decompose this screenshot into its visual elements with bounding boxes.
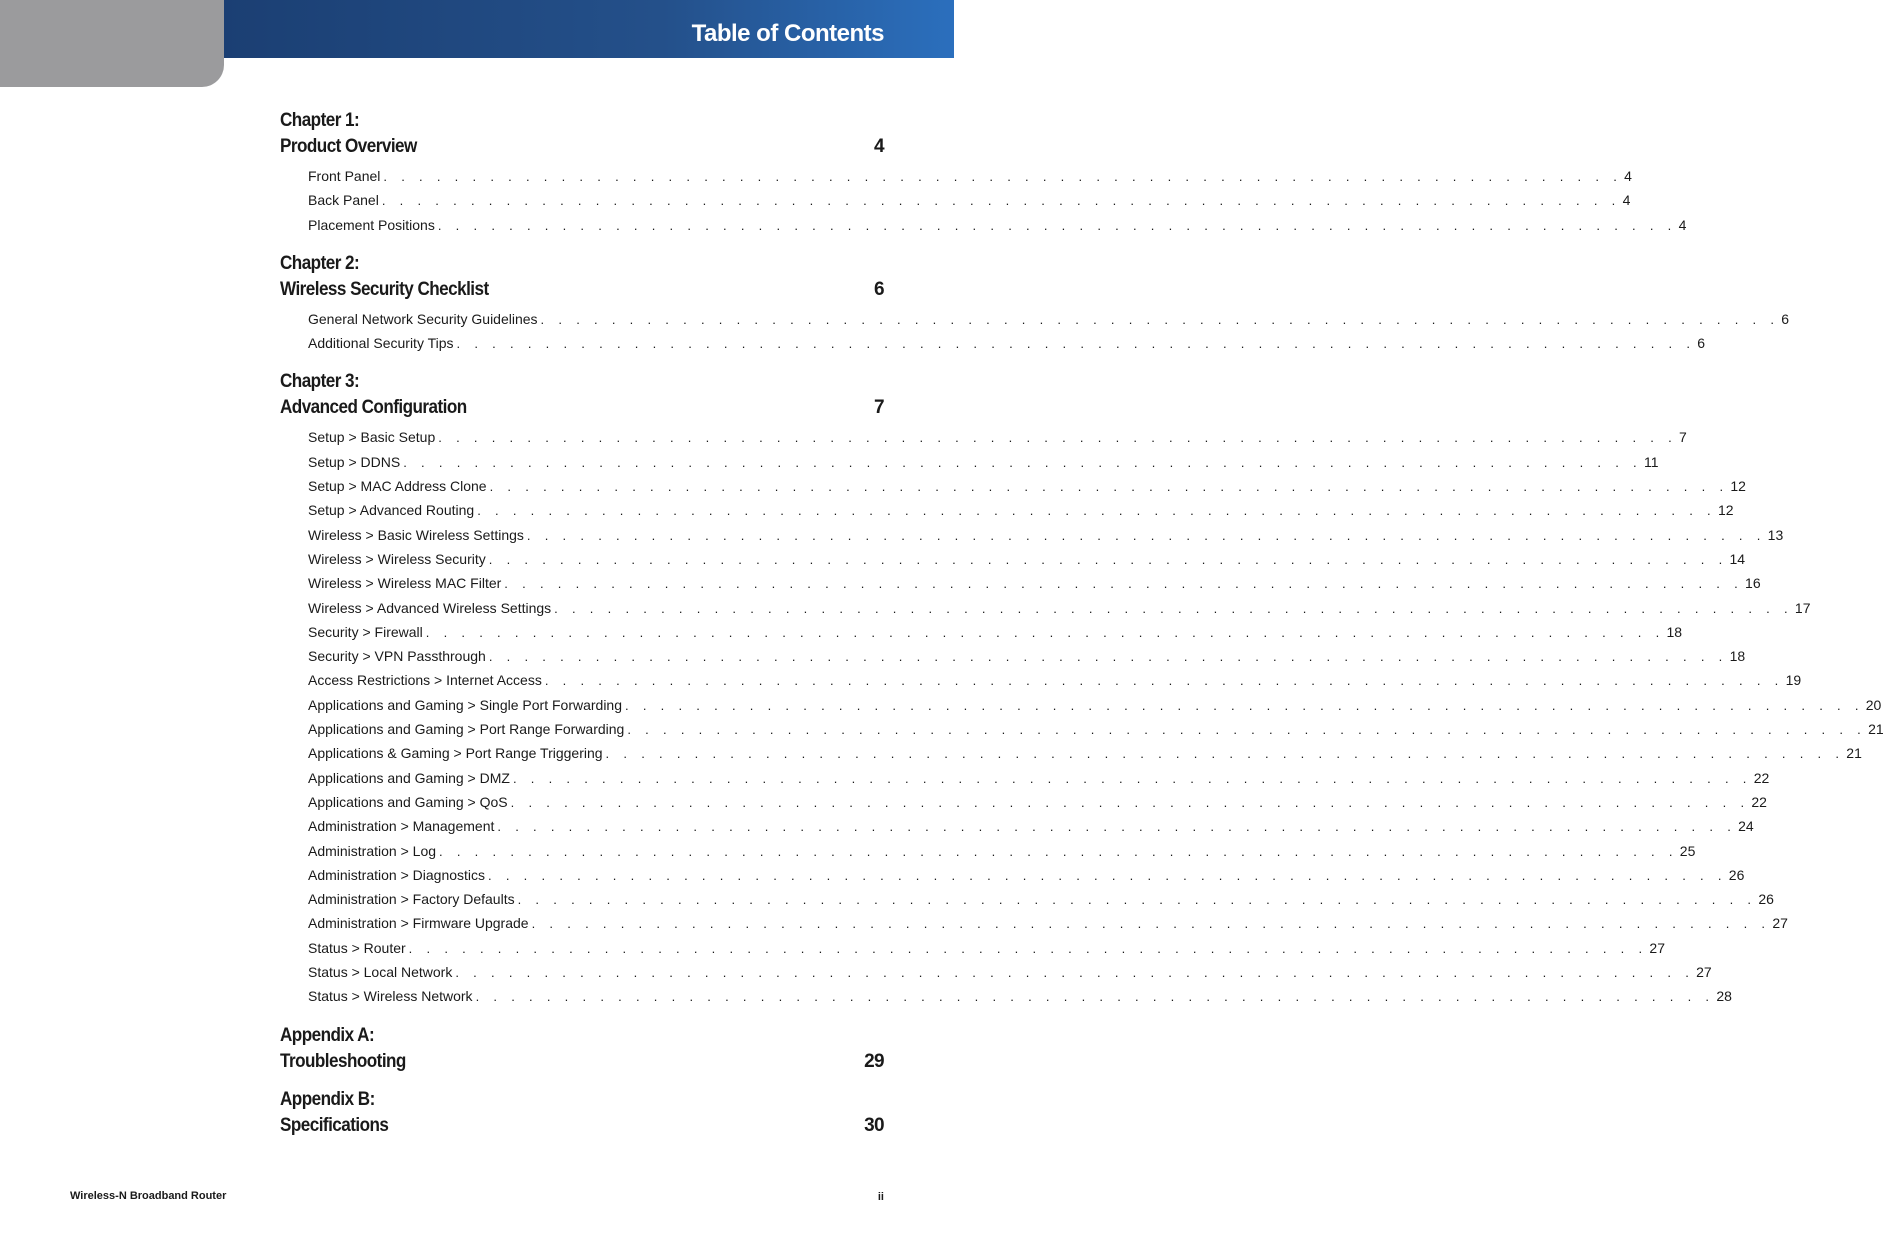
toc-entry-list: [280, 168, 1687, 241]
toc-entry-page-number: 28: [1716, 988, 1732, 1005]
dot-leader: . . . . . . . . . . . . . . . . . . . . . . . . . . . . . . . . . . . . . . . . . . . . . . . . . . . . . . . . . . . . . . . . . . . . . .: [437, 217, 1677, 233]
dot-leader: . . . . . . . . . . . . . . . . . . . . . . . . . . . . . . . . . . . . . . . . . . . . . . . . . . . . . . . . . . . . . . . . . . . . . .: [455, 965, 1695, 981]
dot-leader: . . . . . . . . . . . . . . . . . . . . . . . . . . . . . . . . . . . . . . . . . . . . . . . . . . . . . . . . . . . . . . . . . . . . . .: [488, 551, 1728, 567]
toc-entry-page-number: 17: [1794, 599, 1811, 616]
chapter-heading-link[interactable]: [280, 134, 884, 160]
toc-section: [280, 369, 1884, 1012]
toc-entry[interactable]: [308, 429, 1687, 453]
toc-entry-page-number: 22: [1753, 769, 1770, 786]
toc-entry[interactable]: [308, 502, 1734, 526]
toc-entry[interactable]: [308, 192, 1631, 216]
toc-entry[interactable]: [308, 988, 1732, 1012]
toc-entry-label: Security > Firewall: [308, 623, 423, 640]
toc-entry-label: General Network Security Guidelines: [308, 310, 538, 327]
toc-entry[interactable]: [308, 526, 1784, 551]
dot-leader: . . . . . . . . . . . . . . . . . . . . . . . . . . . . . . . . . . . . . . . . . . . . . . . . . . . . . . . . . . . . . . . . . . . . . .: [526, 527, 1766, 543]
header-bar: [224, 0, 954, 58]
toc-entry[interactable]: [308, 672, 1802, 696]
toc-entry-page-number: 13: [1767, 526, 1784, 543]
toc-entry-label: Additional Security Tips: [308, 335, 454, 352]
toc-section: [280, 1023, 884, 1075]
toc-entry[interactable]: [308, 599, 1811, 624]
footer-product-name: Wireless-N Broadband Router: [70, 1190, 227, 1202]
toc-entry-label: Setup > DDNS: [308, 453, 401, 470]
toc-entry-page-number: 25: [1679, 842, 1696, 859]
toc-entry-page-number: 27: [1649, 939, 1665, 956]
dot-leader: . . . . . . . . . . . . . . . . . . . . . . . . . . . . . . . . . . . . . . . . . . . . . . . . . . . . . . . . . . . . . . . . . . . . . .: [439, 843, 1678, 859]
toc-entry-label: Front Panel: [308, 168, 381, 184]
toc-entry-page-number: 18: [1666, 623, 1683, 640]
dot-leader: . . . . . . . . . . . . . . . . . . . . . . . . . . . . . . . . . . . . . . . . . . . . . . . . . . . . . . . . . . . . . . . . . . . . . .: [540, 311, 1780, 327]
dot-leader: . . . . . . . . . . . . . . . . . . . . . . . . . . . . . . . . . . . . . . . . . . . . . . . . . . . . . . . . . . . . . . . . . . . . . .: [605, 746, 1845, 762]
chapter-page-number: 29: [864, 1050, 884, 1072]
toc-entry-page-number: 22: [1751, 793, 1767, 810]
toc-entry-label: Wireless > Basic Wireless Settings: [308, 526, 524, 543]
toc-entry[interactable]: [308, 745, 1862, 769]
toc-entry[interactable]: [308, 168, 1632, 192]
toc-entry-label: Wireless > Wireless Security: [308, 550, 486, 567]
chapter-number: Chapter 1:: [280, 110, 360, 131]
toc-entry-label: Applications & Gaming > Port Range Triggering: [308, 745, 603, 762]
toc-entry[interactable]: [308, 310, 1790, 335]
chapter-page-number: 7: [874, 397, 884, 419]
toc-entry-label: Placement Positions: [308, 216, 435, 233]
toc-entry-page-number: 6: [1697, 335, 1706, 352]
chapter-number: Appendix B:: [280, 1088, 375, 1110]
toc-section: [280, 108, 1687, 241]
toc-entry[interactable]: [308, 453, 1659, 478]
chapter-heading-link[interactable]: [280, 1113, 884, 1139]
dot-leader: . . . . . . . . . . . . . . . . . . . . . . . . . . . . . . . . . . . . . . . . . . . . . . . . . . . . . . . . . . . . . . . . . . . . . .: [475, 989, 1715, 1005]
dot-leader: . . . . . . . . . . . . . . . . . . . . . . . . . . . . . . . . . . . . . . . . . . . . . . . . . . . . . . . . . . . . . . . . . . . . . .: [627, 722, 1867, 738]
chapter-title: Troubleshooting: [280, 1050, 406, 1072]
toc-entry-label: Administration > Factory Defaults: [308, 891, 515, 908]
toc-entry[interactable]: [308, 721, 1884, 745]
dot-leader: . . . . . . . . . . . . . . . . . . . . . . . . . . . . . . . . . . . . . . . . . . . . . . . . . . . . . . . . . . . . . . . . . . . . . .: [489, 479, 1729, 495]
toc-entry[interactable]: [308, 915, 1788, 939]
toc-entry[interactable]: [308, 769, 1770, 794]
toc-section: [280, 251, 1790, 360]
toc-entry-label: Security > VPN Passthrough: [308, 648, 486, 665]
chapter-title: Product Overview: [280, 136, 417, 157]
toc-entry[interactable]: [308, 216, 1687, 241]
toc-entry-page-number: 4: [1622, 192, 1631, 209]
chapter-heading-link[interactable]: [280, 277, 884, 303]
dot-leader: . . . . . . . . . . . . . . . . . . . . . . . . . . . . . . . . . . . . . . . . . . . . . . . . . . . . . . . . . . . . . . . . . . . . . .: [497, 819, 1737, 835]
toc-entry[interactable]: [308, 575, 1761, 599]
toc-entry-page-number: 12: [1717, 502, 1734, 519]
toc-entry[interactable]: [308, 550, 1746, 575]
toc-entry-label: Status > Router: [308, 939, 406, 956]
toc-entry-page-number: 11: [1643, 453, 1659, 470]
dot-leader: . . . . . . . . . . . . . . . . . . . . . . . . . . . . . . . . . . . . . . . . . . . . . . . . . . . . . . . . . . . . . . . . . . . . . .: [381, 193, 1621, 209]
dot-leader: . . . . . . . . . . . . . . . . . . . . . . . . . . . . . . . . . . . . . . . . . . . . . . . . . . . . . . . . . . . . . . . . . . . . . .: [456, 336, 1696, 352]
toc-entry[interactable]: [308, 939, 1665, 964]
dot-leader: . . . . . . . . . . . . . . . . . . . . . . . . . . . . . . . . . . . . . . . . . . . . . . . . . . . . . . . . . . . . . . . . . . . . . .: [488, 649, 1728, 665]
chapter-heading-link[interactable]: [280, 1049, 884, 1075]
toc-entry[interactable]: [308, 335, 1706, 359]
toc-entry-page-number: 6: [1781, 310, 1790, 327]
toc-entry-page-number: 16: [1745, 575, 1761, 592]
toc-entry-label: Applications and Gaming > Port Range Forwarding: [308, 721, 625, 738]
toc-entry-label: Setup > MAC Address Clone: [308, 478, 487, 495]
toc-entry[interactable]: [308, 623, 1683, 648]
toc-entry-page-number: 14: [1729, 550, 1746, 567]
toc-entry-page-number: 7: [1679, 429, 1687, 446]
dot-leader: . . . . . . . . . . . . . . . . . . . . . . . . . . . . . . . . . . . . . . . . . . . . . . . . . . . . . . . . . . . . . . . . . . . . . .: [544, 673, 1784, 689]
dot-leader: . . . . . . . . . . . . . . . . . . . . . . . . . . . . . . . . . . . . . . . . . . . . . . . . . . . . . . . . . . . . . . . . . . . . . .: [403, 454, 1642, 470]
toc-entry-page-number: 4: [1624, 168, 1632, 184]
chapter-title: Wireless Security Checklist: [280, 278, 489, 300]
toc-entry-label: Wireless > Advanced Wireless Settings: [308, 599, 552, 616]
toc-entry-page-number: 4: [1678, 216, 1687, 233]
dot-leader: . . . . . . . . . . . . . . . . . . . . . . . . . . . . . . . . . . . . . . . . . . . . . . . . . . . . . . . . . . . . . . . . . . . . . .: [488, 867, 1727, 883]
toc-entry-page-number: 27: [1696, 964, 1712, 981]
toc-entry-label: Status > Local Network: [308, 964, 453, 981]
toc-entry[interactable]: [308, 793, 1767, 818]
chapter-number: Appendix A:: [280, 1024, 375, 1046]
toc-entry-label: Applications and Gaming > Single Port Forwarding: [308, 696, 623, 713]
toc-entry-label: Applications and Gaming > QoS: [308, 793, 508, 810]
dot-leader: . . . . . . . . . . . . . . . . . . . . . . . . . . . . . . . . . . . . . . . . . . . . . . . . . . . . . . . . . . . . . . . . . . . . . .: [510, 794, 1750, 810]
dot-leader: . . . . . . . . . . . . . . . . . . . . . . . . . . . . . . . . . . . . . . . . . . . . . . . . . . . . . . . . . . . . . . . . . . . . . .: [408, 940, 1648, 956]
dot-leader: . . . . . . . . . . . . . . . . . . . . . . . . . . . . . . . . . . . . . . . . . . . . . . . . . . . . . . . . . . . . . . . . . . . . . .: [517, 892, 1757, 908]
toc-entry[interactable]: [308, 842, 1696, 867]
toc-section: [280, 1087, 884, 1139]
toc-entry[interactable]: [308, 964, 1712, 988]
toc-entry-page-number: 12: [1730, 478, 1746, 495]
dot-leader: . . . . . . . . . . . . . . . . . . . . . . . . . . . . . . . . . . . . . . . . . . . . . . . . . . . . . . . . . . . . . . . . . . . . . .: [477, 503, 1716, 519]
toc-entry-label: Administration > Log: [308, 842, 437, 859]
toc-entry-label: Setup > Advanced Routing: [308, 502, 475, 519]
dot-leader: . . . . . . . . . . . . . . . . . . . . . . . . . . . . . . . . . . . . . . . . . . . . . . . . . . . . . . . . . . . . . . . . . . . . . .: [512, 770, 1752, 786]
toc-entry-page-number: 26: [1728, 866, 1745, 883]
page-title: Table of Contents: [691, 20, 884, 47]
toc-entry-list: [280, 429, 1884, 1012]
dot-leader: . . . . . . . . . . . . . . . . . . . . . . . . . . . . . . . . . . . . . . . . . . . . . . . . . . . . . . . . . . . . . . . . . . . . . .: [383, 169, 1623, 184]
chapter-page-number: 6: [874, 278, 884, 300]
toc-entry[interactable]: [308, 866, 1745, 891]
toc-entry-label: Access Restrictions > Internet Access: [308, 672, 542, 689]
dot-leader: . . . . . . . . . . . . . . . . . . . . . . . . . . . . . . . . . . . . . . . . . . . . . . . . . . . . . . . . . . . . . . . . . . . . . .: [531, 916, 1771, 932]
toc-entry-label: Administration > Firmware Upgrade: [308, 915, 529, 932]
dot-leader: . . . . . . . . . . . . . . . . . . . . . . . . . . . . . . . . . . . . . . . . . . . . . . . . . . . . . . . . . . . . . . . . . . . . . .: [425, 624, 1665, 640]
toc-entry-page-number: 19: [1785, 672, 1802, 689]
toc-entry-page-number: 27: [1772, 915, 1788, 932]
toc-entry-label: Back Panel: [308, 192, 379, 209]
chapter-number: Chapter 3:: [280, 371, 360, 393]
toc-entry-label: Setup > Basic Setup: [308, 429, 436, 446]
table-of-contents: [280, 108, 1884, 1147]
toc-entry-page-number: 20: [1865, 696, 1882, 713]
corner-tab: [0, 0, 224, 87]
toc-entry-label: Applications and Gaming > DMZ: [308, 769, 510, 786]
dot-leader: . . . . . . . . . . . . . . . . . . . . . . . . . . . . . . . . . . . . . . . . . . . . . . . . . . . . . . . . . . . . . . . . . . . . . .: [625, 697, 1864, 713]
toc-entry-label: Administration > Management: [308, 818, 495, 835]
toc-entry[interactable]: [308, 818, 1754, 842]
toc-entry-page-number: 26: [1758, 891, 1774, 908]
chapter-number: Chapter 2:: [280, 252, 360, 274]
toc-entry-label: Administration > Diagnostics: [308, 866, 486, 883]
chapter-title: Specifications: [280, 1114, 389, 1136]
toc-entry[interactable]: [308, 696, 1882, 721]
dot-leader: . . . . . . . . . . . . . . . . . . . . . . . . . . . . . . . . . . . . . . . . . . . . . . . . . . . . . . . . . . . . . . . . . . . . . .: [504, 576, 1744, 592]
footer-page-number: ii: [877, 1191, 884, 1203]
toc-entry[interactable]: [308, 891, 1774, 915]
toc-entry[interactable]: [308, 648, 1746, 672]
toc-entry-page-number: 21: [1868, 721, 1884, 738]
toc-entry-page-number: 24: [1738, 818, 1754, 835]
chapter-title: Advanced Configuration: [280, 397, 467, 419]
toc-entry-label: Wireless > Wireless MAC Filter: [308, 575, 502, 592]
dot-leader: . . . . . . . . . . . . . . . . . . . . . . . . . . . . . . . . . . . . . . . . . . . . . . . . . . . . . . . . . . . . . . . . . . . . . .: [554, 600, 1793, 616]
toc-entry-label: Status > Wireless Network: [308, 988, 473, 1005]
toc-entry-page-number: 21: [1846, 745, 1862, 762]
dot-leader: . . . . . . . . . . . . . . . . . . . . . . . . . . . . . . . . . . . . . . . . . . . . . . . . . . . . . . . . . . . . . . . . . . . . . .: [438, 430, 1678, 446]
toc-entry-page-number: 18: [1729, 648, 1746, 665]
chapter-heading-link[interactable]: [280, 395, 884, 421]
chapter-page-number: 30: [864, 1114, 884, 1136]
toc-entry[interactable]: [308, 478, 1746, 502]
toc-entry-list: [280, 310, 1790, 360]
chapter-page-number: 4: [874, 136, 884, 157]
